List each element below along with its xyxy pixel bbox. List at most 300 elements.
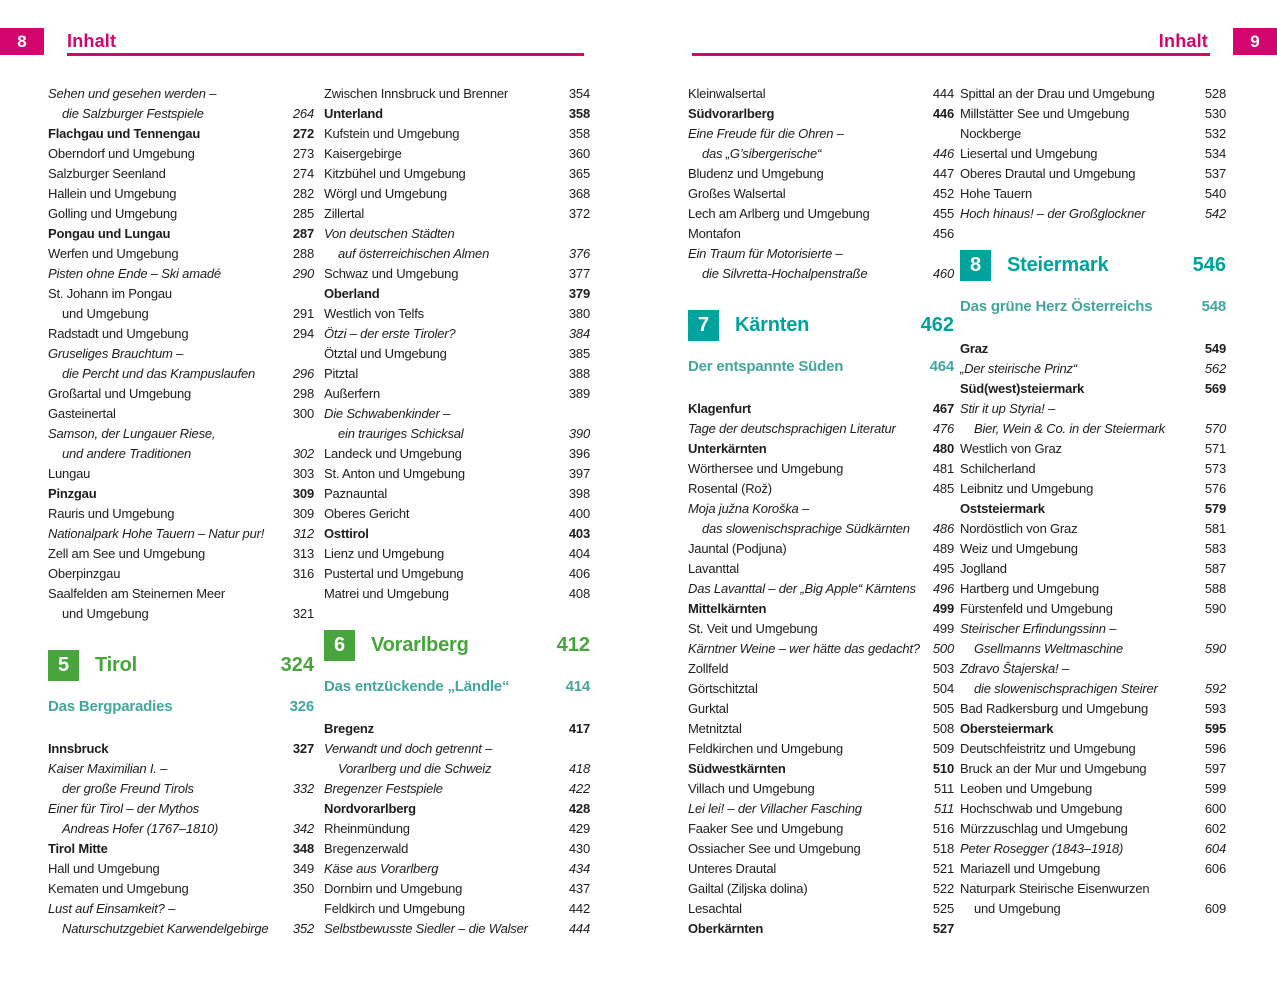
- toc-entry-page-number: 418: [568, 761, 590, 776]
- toc-entry-line: [688, 184, 954, 204]
- toc-entry-page-number: 403: [568, 526, 590, 541]
- toc-entry-line: [48, 364, 314, 384]
- toc-entry-line: [324, 919, 590, 939]
- toc-entry-page-number: 609: [1204, 901, 1226, 916]
- toc-entry: [324, 919, 590, 939]
- toc-entry-title: Schilcherland: [960, 461, 1036, 476]
- toc-entry-page-number: 590: [1204, 601, 1226, 616]
- toc-entry-title: Spittal an der Drau und Umgebung: [960, 86, 1155, 101]
- toc-entry-line: [960, 759, 1226, 779]
- toc-entry-title: Graz: [960, 341, 989, 356]
- toc-entry-line: [960, 679, 1226, 699]
- toc-entry-page-number: 511: [933, 781, 954, 796]
- toc-entry-page-number: 302: [292, 446, 314, 461]
- toc-entry-title: Hohe Tauern: [960, 186, 1033, 201]
- toc-entry-page-number: 350: [292, 881, 314, 896]
- page-number-badge-left: 8: [0, 28, 44, 55]
- toc-entry: [960, 144, 1226, 164]
- toc-entry-title: Bregenzer Festspiele: [324, 781, 443, 796]
- toc-entry-page-number: 398: [568, 486, 590, 501]
- toc-entry-title: Kaiser Maximilian I. –: [48, 761, 168, 776]
- toc-entry-title: Hartberg und Umgebung: [960, 581, 1099, 596]
- toc-entry-page-number: 380: [568, 306, 590, 321]
- toc-entry-page-number: 348: [292, 841, 314, 856]
- toc-entry: [688, 739, 954, 759]
- toc-entry-title: Ein Traum für Motorisierte –: [688, 246, 843, 261]
- toc-entry: [48, 484, 314, 504]
- toc-entry-title: die Salzburger Festspiele: [62, 106, 204, 121]
- toc-entry-line: [324, 384, 590, 404]
- toc-entry-title: Golling und Umgebung: [48, 206, 177, 221]
- toc-entry-line: [324, 104, 590, 124]
- chapter-subtitle: [688, 357, 954, 377]
- toc-entry: [324, 204, 590, 224]
- toc-entry: [48, 404, 314, 424]
- toc-entry-title: Rosental (Rož): [688, 481, 772, 496]
- toc-entry: [48, 284, 314, 324]
- toc-entry-title: Kitzbühel und Umgebung: [324, 166, 466, 181]
- toc-entry-line: [324, 304, 590, 324]
- chapter-subtitle-text: Das grüne Herz Österreichs: [960, 298, 1153, 315]
- toc-entry: [960, 439, 1226, 459]
- toc-entry: [688, 499, 954, 539]
- toc-entry-page-number: 290: [292, 266, 314, 281]
- toc-entry-title: Von deutschen Städten: [324, 226, 455, 241]
- toc-entry-page-number: 316: [292, 566, 314, 581]
- toc-entry-title: Weiz und Umgebung: [960, 541, 1078, 556]
- toc-entry: [48, 464, 314, 484]
- toc-entry-title: das „G’sibergerische“: [702, 146, 822, 161]
- toc-entry-line: [324, 164, 590, 184]
- toc-entry: [960, 799, 1226, 819]
- toc-entry: [48, 204, 314, 224]
- toc-entry-page-number: 442: [568, 901, 590, 916]
- toc-entry-line: [960, 144, 1226, 164]
- toc-entry-line: [688, 124, 954, 144]
- toc-entry: [324, 524, 590, 544]
- toc-entry-line: [960, 519, 1226, 539]
- toc-entry-title: Görtschitztal: [688, 681, 758, 696]
- toc-entry-title: Zell am See und Umgebung: [48, 546, 206, 561]
- toc-entry-title: Bludenz und Umgebung: [688, 166, 824, 181]
- toc-entry-title: Joglland: [960, 561, 1007, 576]
- toc-entry-title: Bregenzerwald: [324, 841, 409, 856]
- toc-entry-page-number: 521: [932, 861, 954, 876]
- toc-entry-line: [48, 464, 314, 484]
- toc-entry-line: [324, 839, 590, 859]
- toc-entry-line: [960, 739, 1226, 759]
- toc-entry: [960, 739, 1226, 759]
- toc-entry-page-number: 511: [933, 801, 954, 816]
- toc-entry-title: Montafon: [688, 226, 741, 241]
- chapter-subtitle: [324, 677, 590, 697]
- header-rule-left: [67, 53, 584, 56]
- toc-entry-line: [688, 419, 954, 439]
- toc-entry-title: Flachgau und Tennengau: [48, 126, 201, 141]
- toc-entry-line: [960, 879, 1226, 899]
- toc-entry-page-number: 508: [932, 721, 954, 736]
- toc-entry-line: [48, 564, 314, 584]
- toc-entry-page-number: 444: [932, 86, 954, 101]
- toc-entry-title: Zollfeld: [688, 661, 729, 676]
- toc-entry-title: das slowenischsprachige Südkärnten: [702, 521, 910, 536]
- toc-entry-line: [688, 619, 954, 639]
- toc-entry: [688, 479, 954, 499]
- chapter-title: Tirol: [95, 654, 137, 676]
- toc-entry: [48, 759, 314, 799]
- toc-entry-line: [688, 519, 954, 539]
- toc-entry-title: Nockberge: [960, 126, 1022, 141]
- toc-entry: [960, 459, 1226, 479]
- toc-entry: [688, 639, 954, 659]
- toc-entry-page-number: 358: [568, 126, 590, 141]
- toc-entry-line: [960, 104, 1226, 124]
- toc-entry-line: [960, 479, 1226, 499]
- toc-entry: [48, 384, 314, 404]
- toc-entry-title: Tage der deutschsprachigen Literatur: [688, 421, 896, 436]
- toc-entry: [324, 404, 590, 444]
- toc-entry-line: [688, 659, 954, 679]
- header-rule-right: [692, 53, 1210, 56]
- toc-entry-page-number: 486: [932, 521, 954, 536]
- toc-entry: [48, 879, 314, 899]
- chapter-subtitle-page-number: 326: [289, 698, 314, 715]
- toc-entry-page-number: 365: [568, 166, 590, 181]
- toc-entry-title: Osttirol: [324, 526, 369, 541]
- toc-entry: [688, 879, 954, 899]
- toc-entry-page-number: 294: [292, 326, 314, 341]
- toc-entry-line: [48, 164, 314, 184]
- toc-entry-line: [324, 859, 590, 879]
- toc-entry-line: [960, 419, 1226, 439]
- toc-entry-page-number: 446: [932, 106, 954, 121]
- toc-entry: [324, 799, 590, 819]
- toc-entry-line: [688, 559, 954, 579]
- toc-entry-line: [324, 544, 590, 564]
- toc-entry-page-number: 579: [1204, 501, 1226, 516]
- toc-entry-line: [688, 879, 954, 899]
- toc-entry-page-number: 485: [932, 481, 954, 496]
- toc-entry-title: Tirol Mitte: [48, 841, 108, 856]
- toc-entry: [688, 439, 954, 459]
- toc-entry-line: [324, 759, 590, 779]
- toc-entry: [960, 719, 1226, 739]
- toc-entry-title: Rheinmündung: [324, 821, 410, 836]
- toc-entry-page-number: 296: [292, 366, 314, 381]
- toc-entry-title: Pitztal: [324, 366, 359, 381]
- toc-entry: [688, 859, 954, 879]
- toc-entry-title: Lienz und Umgebung: [324, 546, 444, 561]
- toc-entry-page-number: 476: [932, 421, 954, 436]
- toc-entry-line: [324, 444, 590, 464]
- toc-entry-line: [324, 144, 590, 164]
- toc-entry-line: [48, 384, 314, 404]
- toc-entry-page-number: 495: [932, 561, 954, 576]
- toc-entry-page-number: 332: [292, 781, 314, 796]
- toc-entry: [324, 564, 590, 584]
- toc-entry-line: [688, 679, 954, 699]
- toc-entry: [960, 839, 1226, 859]
- toc-entry-title: Feldkirch und Umgebung: [324, 901, 465, 916]
- toc-entry-page-number: 272: [292, 126, 314, 141]
- toc-entry-title: Naturpark Steirische Eisenwurzen: [960, 881, 1150, 896]
- toc-entry-line: [688, 779, 954, 799]
- toc-entry: [324, 344, 590, 364]
- toc-entry: [324, 484, 590, 504]
- toc-entry-page-number: 509: [932, 741, 954, 756]
- toc-entry-title: Südvorarlberg: [688, 106, 775, 121]
- toc-entry-title: Innsbruck: [48, 741, 109, 756]
- toc-entry-line: [960, 899, 1226, 919]
- toc-column-1: [48, 84, 314, 939]
- toc-entry-line: [688, 499, 954, 519]
- toc-entry-title: Zwischen Innsbruck und Brenner: [324, 86, 509, 101]
- toc-entry-page-number: 300: [292, 406, 314, 421]
- toc-entry-page-number: 447: [932, 166, 954, 181]
- toc-entry-title: Westlich von Graz: [960, 441, 1062, 456]
- toc-entry-line: [688, 439, 954, 459]
- toc-entry-title: Gruseliges Brauchtum –: [48, 346, 184, 361]
- running-head-right: Inhalt: [1158, 31, 1208, 51]
- toc-entry-title: Pongau und Lungau: [48, 226, 171, 241]
- toc-entry-page-number: 467: [932, 401, 954, 416]
- toc-entry-line: [48, 84, 314, 104]
- chapter-number-badge: 6: [324, 630, 355, 661]
- toc-entry-title: Saalfelden am Steinernen Meer: [48, 586, 226, 601]
- toc-entry: [324, 184, 590, 204]
- toc-entry-title: Selbstbewusste Siedler – die Walser: [324, 921, 528, 936]
- toc-entry: [48, 504, 314, 524]
- toc-entry-line: [48, 444, 314, 464]
- toc-entry-title: Millstätter See und Umgebung: [960, 106, 1130, 121]
- toc-entry-line: [48, 424, 314, 444]
- toc-entry-line: [48, 104, 314, 124]
- toc-entry: [960, 879, 1226, 919]
- toc-entry-line: [48, 779, 314, 799]
- toc-entry-title: Klagenfurt: [688, 401, 752, 416]
- toc-entry-page-number: 606: [1204, 861, 1226, 876]
- toc-entry-line: [688, 919, 954, 939]
- toc-entry-page-number: 282: [292, 186, 314, 201]
- toc-entry-title: Hochschwab und Umgebung: [960, 801, 1123, 816]
- toc-entry-line: [960, 359, 1226, 379]
- toc-entry-line: [688, 224, 954, 244]
- toc-entry-title: Gailtal (Ziljska dolina): [688, 881, 808, 896]
- toc-entry: [688, 224, 954, 244]
- toc-entry-page-number: 540: [1204, 186, 1226, 201]
- toc-entry-title: Vorarlberg und die Schweiz: [338, 761, 492, 776]
- toc-entry-title: Bruck an der Mur und Umgebung: [960, 761, 1147, 776]
- page-number-badge-right: 9: [1233, 28, 1277, 55]
- toc-entry: [688, 124, 954, 164]
- toc-entry-line: [324, 819, 590, 839]
- toc-entry: [48, 839, 314, 859]
- toc-entry: [48, 524, 314, 544]
- toc-entry-title: die slowenischsprachigen Steirer: [974, 681, 1158, 696]
- toc-entry-title: Hoch hinaus! – der Großglockner: [960, 206, 1146, 221]
- toc-entry-page-number: 496: [932, 581, 954, 596]
- toc-entry: [324, 779, 590, 799]
- toc-entry-title: Kufstein und Umgebung: [324, 126, 460, 141]
- toc-entry-title: Mürzzuschlag und Umgebung: [960, 821, 1128, 836]
- toc-entry-page-number: 358: [568, 106, 590, 121]
- toc-entry-page-number: 562: [1204, 361, 1226, 376]
- chapter-subtitle-page-number: 464: [929, 358, 954, 375]
- chapter-heading: [688, 310, 954, 341]
- toc-entry-page-number: 604: [1204, 841, 1226, 856]
- toc-entry: [688, 164, 954, 184]
- toc-entry: [48, 144, 314, 164]
- toc-entry-line: [688, 244, 954, 264]
- toc-entry-title: ein trauriges Schicksal: [338, 426, 464, 441]
- toc-entry-title: St. Anton und Umgebung: [324, 466, 465, 481]
- toc-entry-line: [48, 284, 314, 304]
- toc-entry-line: [48, 739, 314, 759]
- toc-entry-page-number: 349: [292, 861, 314, 876]
- chapter-subtitle: [960, 297, 1226, 317]
- toc-entry-line: [960, 579, 1226, 599]
- toc-entry: [324, 444, 590, 464]
- toc-entry-title: Gurktal: [688, 701, 729, 716]
- toc-entry: [48, 324, 314, 344]
- toc-entry-page-number: 360: [568, 146, 590, 161]
- toc-entry: [688, 399, 954, 419]
- toc-entry: [324, 384, 590, 404]
- toc-entry-line: [960, 204, 1226, 224]
- toc-entry-title: Ötztal und Umgebung: [324, 346, 447, 361]
- toc-entry-page-number: 499: [932, 621, 954, 636]
- toc-entry-title: Eine Freude für die Ohren –: [688, 126, 844, 141]
- toc-entry-title: Feldkirchen und Umgebung: [688, 741, 843, 756]
- toc-entry-title: die Percht und das Krampuslaufen: [62, 366, 256, 381]
- toc-entry-line: [324, 324, 590, 344]
- toc-entry-line: [688, 859, 954, 879]
- toc-entry-page-number: 481: [932, 461, 954, 476]
- toc-entry-line: [960, 799, 1226, 819]
- toc-entry-page-number: 504: [932, 681, 954, 696]
- toc-entry-line: [48, 204, 314, 224]
- toc-entry-page-number: 396: [568, 446, 590, 461]
- toc-entry-title: St. Johann im Pongau: [48, 286, 172, 301]
- toc-entry-line: [960, 559, 1226, 579]
- toc-entry: [324, 264, 590, 284]
- toc-entry-page-number: 600: [1204, 801, 1226, 816]
- toc-entry: [324, 364, 590, 384]
- toc-entry-line: [324, 124, 590, 144]
- toc-entry-line: [688, 399, 954, 419]
- toc-entry: [324, 879, 590, 899]
- toc-entry-title: Bier, Wein & Co. in der Steiermark: [974, 421, 1165, 436]
- toc-entry-page-number: 516: [932, 821, 954, 836]
- toc-entry-title: Samson, der Lungauer Riese,: [48, 426, 216, 441]
- toc-entry-title: Moja južna Koroška –: [688, 501, 810, 516]
- chapter-number-badge: 7: [688, 310, 719, 341]
- toc-entry-title: Lech am Arlberg und Umgebung: [688, 206, 870, 221]
- chapter-page-number: 546: [1192, 254, 1226, 276]
- toc-entry: [48, 164, 314, 184]
- toc-entry-line: [324, 464, 590, 484]
- toc-entry-line: [324, 879, 590, 899]
- toc-entry-line: [48, 504, 314, 524]
- toc-entry-title: Bregenz: [324, 721, 374, 736]
- toc-column-4: [960, 84, 1226, 919]
- toc-entry: [324, 544, 590, 564]
- toc-entry-line: [48, 484, 314, 504]
- toc-entry-title: Rauris und Umgebung: [48, 506, 175, 521]
- toc-entry: [324, 739, 590, 779]
- toc-entry: [960, 104, 1226, 124]
- toc-entry-line: [324, 779, 590, 799]
- toc-entry-title: Kärntner Weine – wer hätte das gedacht?: [688, 641, 920, 656]
- toc-entry-line: [48, 524, 314, 544]
- toc-entry: [48, 184, 314, 204]
- toc-entry: [48, 564, 314, 584]
- chapter-title: Steiermark: [1007, 254, 1109, 276]
- toc-entry-line: [324, 504, 590, 524]
- toc-entry-title: Großartal und Umgebung: [48, 386, 192, 401]
- toc-entry-line: [48, 264, 314, 284]
- toc-entry-title: Pisten ohne Ende – Ski amadé: [48, 266, 221, 281]
- toc-entry-page-number: 581: [1204, 521, 1226, 536]
- toc-entry-line: [688, 539, 954, 559]
- toc-entry-page-number: 599: [1204, 781, 1226, 796]
- toc-entry: [688, 184, 954, 204]
- toc-entry: [960, 759, 1226, 779]
- toc-entry-title: Lust auf Einsamkeit? –: [48, 901, 176, 916]
- toc-entry-page-number: 313: [292, 546, 314, 561]
- toc-entry-page-number: 372: [568, 206, 590, 221]
- toc-entry-line: [960, 599, 1226, 619]
- toc-entry: [688, 559, 954, 579]
- chapter-number-badge: 5: [48, 650, 79, 681]
- toc-entry: [48, 739, 314, 759]
- toc-entry-page-number: 444: [568, 921, 590, 936]
- toc-entry-line: [960, 439, 1226, 459]
- toc-entry-page-number: 327: [292, 741, 314, 756]
- toc-entry-page-number: 379: [568, 286, 590, 301]
- toc-entry: [688, 659, 954, 679]
- toc-entry-page-number: 437: [568, 881, 590, 896]
- toc-entry-title: und Umgebung: [62, 606, 149, 621]
- toc-entry-title: Jauntal (Podjuna): [688, 541, 787, 556]
- toc-entry-line: [960, 639, 1226, 659]
- toc-entry-line: [960, 539, 1226, 559]
- toc-entry-title: Gasteinertal: [48, 406, 116, 421]
- toc-entry-line: [960, 84, 1226, 104]
- toc-entry: [324, 144, 590, 164]
- toc-entry: [48, 244, 314, 264]
- toc-entry-title: Oberkärnten: [688, 921, 764, 936]
- chapter-heading: [324, 630, 590, 661]
- toc-entry-page-number: 569: [1204, 381, 1226, 396]
- toc-entry: [960, 819, 1226, 839]
- toc-entry-line: [324, 524, 590, 544]
- toc-entry-title: Zillertal: [324, 206, 365, 221]
- toc-entry-title: Lungau: [48, 466, 91, 481]
- toc-entry-title: Schwaz und Umgebung: [324, 266, 459, 281]
- toc-entry-line: [960, 399, 1226, 419]
- toc-entry-line: [48, 304, 314, 324]
- toc-entry-line: [324, 264, 590, 284]
- toc-entry-page-number: 460: [932, 266, 954, 281]
- toc-entry-line: [48, 859, 314, 879]
- toc-entry-page-number: 430: [568, 841, 590, 856]
- toc-entry-title: Naturschutzgebiet Karwendelgebirge: [62, 921, 269, 936]
- toc-entry-line: [688, 264, 954, 284]
- toc-entry-line: [688, 699, 954, 719]
- chapter-page-number: 462: [920, 314, 954, 336]
- toc-entry-page-number: 480: [932, 441, 954, 456]
